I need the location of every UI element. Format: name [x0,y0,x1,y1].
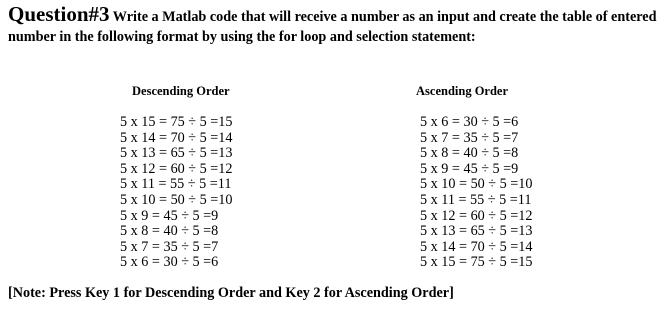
question-paragraph [8,2,658,47]
ascending-row: 5 x 12 = 60 ÷ 5 =12 [420,207,533,224]
ascending-row: 5 x 7 = 35 ÷ 5 =7 [420,129,519,146]
ascending-heading: Ascending Order [416,84,509,98]
descending-row: 5 x 15 = 75 ÷ 5 =15 [120,114,233,130]
descending-row: 5 x 13 = 65 ÷ 5 =13 [120,145,233,162]
descending-row: 5 x 6 = 30 ÷ 5 =6 [120,254,219,271]
ascending-row: 5 x 14 = 70 ÷ 5 =14 [420,238,533,255]
question-text: Write a Matlab code that will receive a number as an input and create the table of entered number in the following format by using the for loop and selection statement: [8,9,657,45]
ascending-table [420,115,532,271]
descending-row: 5 x 12 = 60 ÷ 5 =12 [120,160,233,177]
descending-row: 5 x 14 = 70 ÷ 5 =14 [120,129,233,146]
descending-table [120,115,232,271]
descending-row: 5 x 10 = 50 ÷ 5 =10 [120,191,233,208]
ascending-row: 5 x 6 = 30 ÷ 5 =6 [420,114,519,130]
descending-row: 5 x 11 = 55 ÷ 5 =11 [120,176,232,193]
descending-row: 5 x 9 = 45 ÷ 5 =9 [120,207,219,224]
ascending-row: 5 x 11 = 55 ÷ 5 =11 [420,191,532,208]
descending-row: 5 x 8 = 40 ÷ 5 =8 [120,223,219,240]
ascending-row: 5 x 8 = 40 ÷ 5 =8 [420,145,519,162]
descending-row: 5 x 7 = 35 ÷ 5 =7 [120,238,219,255]
descending-heading: Descending Order [132,84,230,98]
ascending-row: 5 x 13 = 65 ÷ 5 =13 [420,223,533,240]
ascending-row: 5 x 9 = 45 ÷ 5 =9 [420,160,519,177]
question-label: Question#3 [8,2,110,26]
key-note: [Note: Press Key 1 for Descending Order and Key 2 for Ascending Order] [8,285,454,301]
ascending-row: 5 x 10 = 50 ÷ 5 =10 [420,176,533,193]
ascending-row: 5 x 15 = 75 ÷ 5 =15 [420,254,533,271]
